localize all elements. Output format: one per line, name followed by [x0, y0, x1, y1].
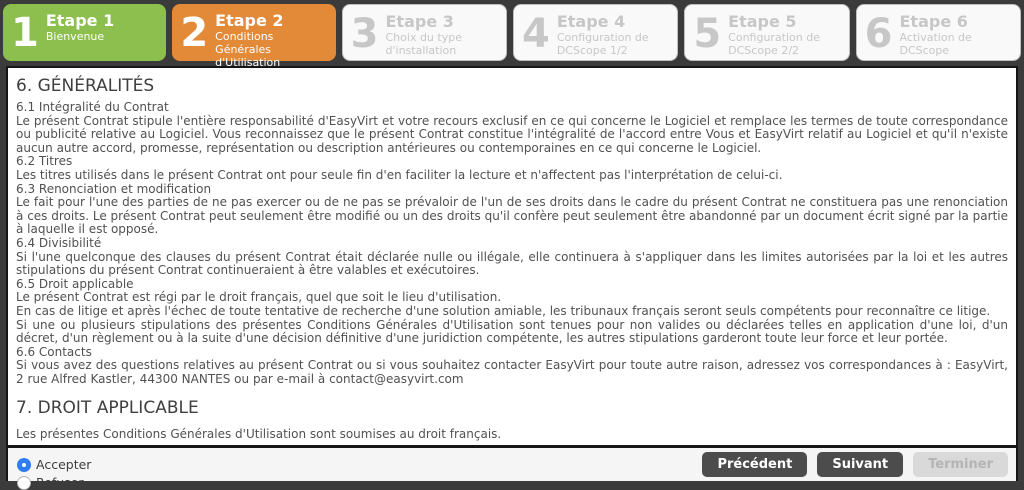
step-number: 4 — [521, 11, 550, 57]
step-subtitle: Choix du type d'installation — [385, 31, 462, 57]
step-title: Etape 6 — [899, 12, 968, 31]
finish-button: Terminer — [913, 452, 1008, 477]
wizard-step-1 — [3, 4, 166, 61]
terms-paragraph: 6.2 Titres — [16, 154, 73, 169]
terms-paragraph: Le présent Contrat est régi par le droit français, quel que soit le lieu d'utilisation. — [16, 290, 502, 305]
radio-accepter-icon[interactable] — [17, 458, 31, 472]
step-title: Etape 5 — [728, 12, 797, 31]
wizard-step-5 — [684, 4, 849, 61]
step-title: Etape 3 — [385, 12, 454, 31]
terms-paragraph: Si l'une quelconque des clauses du présent Contrat était déclarée nulle ou illégale, elle continuera à s'appliquer dans les limites autorisées par la loi et les autres stipulations du présent Contrat continueraient à être valables et exécutoires. — [16, 249, 1008, 278]
next-button[interactable]: Suivant — [817, 452, 903, 477]
terms-paragraph: Le fait pour l'une des parties de ne pas exercer ou de ne pas se prévaloir de l'un de ses droits dans le cadre du présent Contrat ne constituera pas une renonciation à ces droits. Le présent Contrat peut seulement être modifié ou un des droits qu'il confère peut seulement être abandonné par un document écrit signé par la partie à laquelle il est opposé. — [16, 195, 1008, 237]
step-subtitle: Configuration de DCScope 2/2 — [728, 31, 821, 57]
terms-paragraph: 6.5 Droit applicable — [16, 276, 134, 291]
step-title: Etape 1 — [45, 11, 115, 30]
terms-paragraph: Si vous avez des questions relatives au présent Contrat ou si vous souhaitez contacter EasyVirt pour toute autre raison, adressez vos correspondances à : EasyVirt, 2 rue Alfred Kastler, 44300 NANTES ou par e-mail à contact@easyvirt.com — [16, 358, 1008, 386]
terms-paragraph: 6.3 Renonciation et modification — [16, 181, 212, 196]
terms-paragraph: 6.6 Contacts — [16, 344, 92, 359]
terms-paragraph: 6.1 Intégralité du Contrat — [16, 100, 169, 114]
wizard-steps — [0, 0, 1024, 69]
wizard-step-6 — [856, 4, 1021, 61]
terms-paragraph: Les titres utilisés dans le présent Contrat ont pour seule fin d'en faciliter la lecture et n'affectent pas l'interprétation de celui-ci. — [16, 167, 783, 182]
terms-paragraph: Le présent Contrat stipule l'entière responsabilité d'EasyVirt et votre recours exclusif en ce qui concerne le Logiciel et remplace les termes de toute correspondance ou publicité relative au Logiciel. Vous reconnaissez que le présent Contrat constitue l'intégralité de l'accord entre Vous et EasyVirt relatif au Logiciel et qu'il n'existe aucun autre accord, promesse, représentation ou description antérieures ou contemporaines en ce qui concerne le Logiciel. — [16, 113, 1008, 155]
step-number: 1 — [11, 10, 39, 56]
terms-sections — [16, 76, 1008, 386]
wizard-step-3 — [342, 4, 507, 61]
terms-paragraph: En cas de litige et après l'échec de toute tentative de recherche d'une solution amiable, les tribunaux français seront seuls compétents pour reconnaître ce litige. — [16, 303, 991, 318]
wizard-footer — [6, 445, 1018, 481]
wizard-step-4 — [513, 4, 678, 61]
step-number: 6 — [864, 11, 893, 57]
radio-accepter-label: Accepter — [36, 457, 92, 473]
wizard-step-2 — [172, 4, 335, 69]
step-title: Etape 4 — [556, 12, 626, 31]
section-heading-droit: 7. DROIT APPLICABLE — [16, 398, 199, 419]
section-heading: 6. GÉNÉRALITÉS — [16, 76, 155, 96]
step-subtitle: Configuration de DCScope 1/2 — [556, 31, 649, 57]
step-number: 3 — [350, 11, 379, 57]
droit-applicable-text: Les présentes Conditions Générales d'Utilisation sont soumises au droit français. — [16, 427, 502, 442]
step-subtitle: Activation de DCScope — [899, 31, 972, 57]
step-title: Etape 2 — [215, 11, 284, 30]
section-body — [16, 101, 1008, 386]
step-subtitle: Conditions Générales d'Utilisation — [215, 30, 281, 69]
radio-refuser-icon[interactable] — [17, 476, 31, 490]
previous-button[interactable]: Précédent — [702, 452, 807, 477]
terms-paragraph: 6.4 Divisibilité — [16, 235, 102, 250]
step-number: 5 — [693, 11, 722, 57]
step-number: 2 — [180, 10, 209, 56]
step-subtitle: Bienvenue — [45, 30, 105, 43]
terms-paragraph: Si une ou plusieurs stipulations des présentes Conditions Générales d'Utilisation sont tenues pour non valides ou déclarées telles en application d'une loi, d'un décret, d'un règlement ou à la suite d'une décision définitive d'une juridiction compétente, les autres stipulations garderont toute leur force et leur portée. — [16, 317, 1008, 346]
radio-refuser-label: Refuser — [36, 475, 84, 490]
